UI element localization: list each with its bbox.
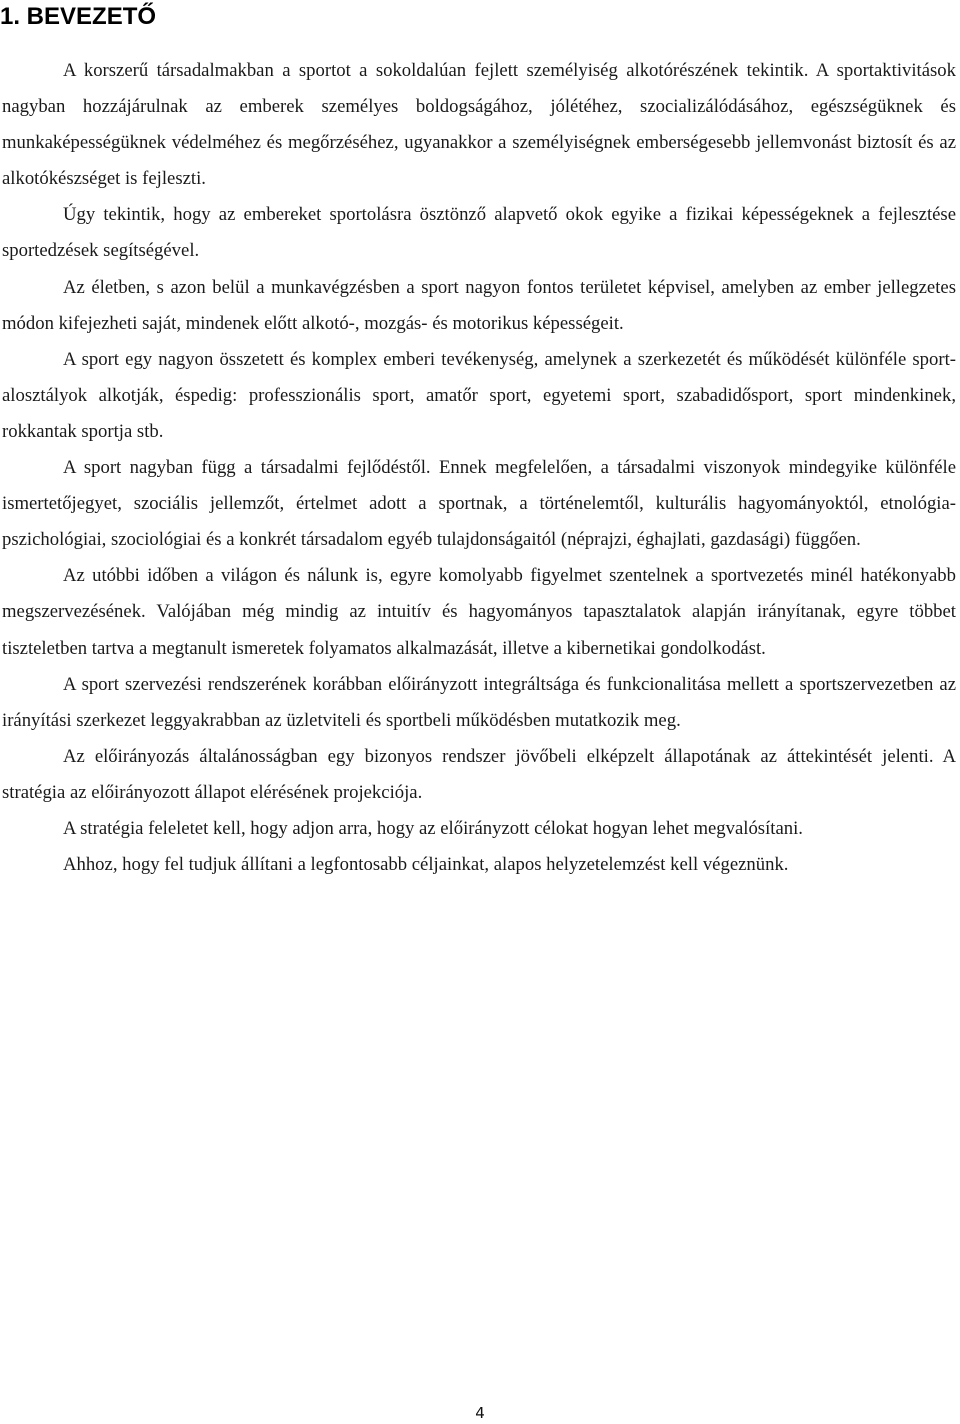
paragraph-4: A sport egy nagyon összetett és komplex emberi tevékenység, amelynek a szerkezetét és működését különféle sport-alosztályok alkotják, éspedig: professzionális sport, amatőr sport, egyetemi sport, szabadidősport, sport mindenkinek, rokkantak sportja stb.: [2, 348, 956, 442]
paragraph-1: A korszerű társadalmakban a sportot a sokoldalúan fejlett személyiség alkotórészének tekintik. A sportaktivitások nagyban hozzájárulnak az emberek személyes boldogságához, jólétéhez, szocializálódásához, egészségüknek és munkaképességüknek védelméhez és megőrzéséhez, ugyanakkor a személyiségnek emberségesebb jellemvonást biztosít és az alkotókészséget is fejleszti.: [2, 60, 956, 190]
paragraph-2: Úgy tekintik, hogy az embereket sportolásra ösztönző alapvető okok egyike a fizikai képességeknek a fejlesztése sportedzések segítségével.: [2, 204, 956, 262]
chapter-heading: 1. BEVEZETŐ: [0, 3, 157, 30]
page-number: 4: [475, 1404, 485, 1422]
paragraph-6: Az utóbbi időben a világon és nálunk is, egyre komolyabb figyelmet szentelnek a sportvezetés minél hatékonyabb megszervezésének. Valójában még mindig az intuitív és hagyományos tapasztalatok alapján irányítanak, egyre többet tiszteletben tartva a megtanult ismeretek folyamatos alkalmazását, illetve a kibernetikai gondolkodást.: [2, 565, 956, 659]
paragraph-9: A stratégia feleletet kell, hogy adjon arra, hogy az előirányzott célokat hogyan lehet megvalósítani.: [63, 817, 803, 839]
paragraph-3: Az életben, s azon belül a munkavégzésben a sport nagyon fontos területet képvisel, amelyben az ember jellegzetes módon kifejezheti saját, mindenek előtt alkotó-, mozgás- és motorikus képességeit.: [2, 276, 956, 334]
paragraph-8: Az előirányozás általánosságban egy bizonyos rendszer jövőbeli elképzelt állapotának az áttekintését jelenti. A stratégia az előirányozott állapot elérésének projekciója.: [2, 745, 956, 803]
paragraph-7: A sport szervezési rendszerének korábban előirányzott integráltsága és funkcionalitása mellett a sportszervezetben az irányítási szerkezet leggyakrabban az üzletviteli és sportbeli működésben mutatkozik meg.: [2, 673, 956, 731]
body-text: [2, 53, 956, 883]
paragraph-5: A sport nagyban függ a társadalmi fejlődéstől. Ennek megfelelően, a társadalmi viszonyok mindegyike különféle ismertetőjegyet, szociális jellemzőt, értelmet adott a sportnak, a történelemtől, kulturális hagyományoktól, etnológia-pszichológiai, szociológiai és a konkrét társadalom egyéb tulajdonságaitól (néprajzi, éghajlati, gazdasági) függően.: [2, 457, 956, 551]
paragraph-10: Ahhoz, hogy fel tudjuk állítani a legfontosabb céljainkat, alapos helyzetelemzést kell végeznünk.: [63, 854, 789, 876]
